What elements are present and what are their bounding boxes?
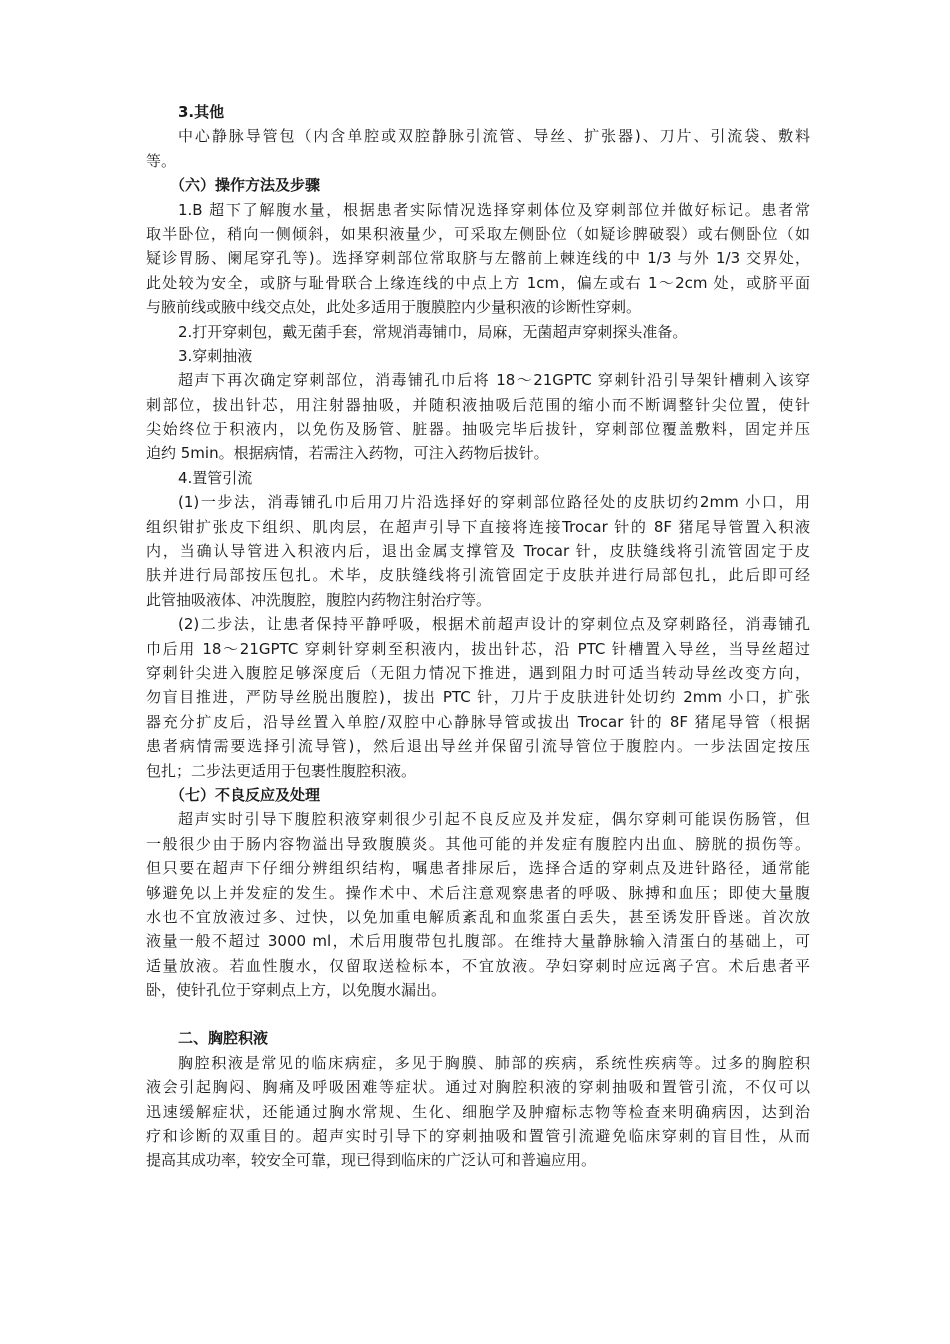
paragraph <box>146 612 810 783</box>
text-line: 勿盲目推进，严防导丝脱出腹腔)，拔出 PTC 针，刀片于皮肤进针处切约 2mm 小口，扩张 <box>146 688 810 707</box>
text-line: 迫约 5min。根据病情，若需注入药物，可注入药物后拔针。 <box>146 444 549 463</box>
text-line: 器充分扩皮后，沿导丝置入单腔/双腔中心静脉导管或拔出 Trocar 针的 8F 猪尾导管（根据 <box>146 712 810 731</box>
section-spacer <box>146 1002 810 1026</box>
text-line: 中心静脉导管包（内含单腔或双腔静脉引流管、导丝、扩张器)、刀片、引流袋、敷料 <box>178 127 810 146</box>
section-heading: （七）不良反应及处理 <box>170 785 321 804</box>
text-line: 穿刺针尖进入腹腔足够深度后（无阻力情况下推进，遇到阻力时可适当转动导丝改变方向， <box>146 663 810 682</box>
paragraph <box>146 320 810 344</box>
text-line: 一般很少由于肠内容物溢出导致腹膜炎。其他可能的并发症有腹腔内出血、膀胱的损伤等。 <box>146 834 810 853</box>
text-line: 液会引起胸闷、胸痛及呼吸困难等症状。通过对胸腔积液的穿刺抽吸和置管引流，不仅可以 <box>146 1078 810 1097</box>
text-line: 但只要在超声下仔细分辨组织结构，嘱患者排尿后，选择合适的穿刺点及进针路径，通常能 <box>146 859 810 878</box>
text-line: 疑诊胃肠、阑尾穿孔等)。选择穿刺部位常取脐与左髂前上棘连线的中 1/3 与外 1/3 交界处， <box>146 249 810 268</box>
text-line: 患者病情需要选择引流导管)，然后退出导丝并保留引流导管位于腹腔内。一步法固定按压 <box>146 737 810 756</box>
text-line: 适量放液。若血性腹水，仅留取送检标本，不宜放液。孕妇穿刺时应远离子宫。术后患者平 <box>146 956 810 975</box>
text-line: 超声实时引导下腹腔积液穿刺很少引起不良反应及并发症，偶尔穿刺可能误伤肠管，但 <box>178 810 810 829</box>
text-line: 组织钳扩张皮下组织、肌肉层，在超声引导下直接将连接Trocar 针的 8F 猪尾导管置入积液 <box>146 517 810 536</box>
text-line: 提高其成功率，较安全可靠，现已得到临床的广泛认可和普遍应用。 <box>146 1151 597 1170</box>
text-line: 4.置管引流 <box>178 468 253 487</box>
paragraph <box>146 466 810 490</box>
paragraph <box>146 490 810 612</box>
text-line: 液量一般不超过 3000 ml，术后用腹带包扎腹部。在维持大量静脉输入清蛋白的基础上，可 <box>146 932 810 951</box>
paragraph <box>146 1051 810 1173</box>
section-heading: 二、胸腔积液 <box>178 1029 269 1048</box>
paragraph <box>146 368 810 466</box>
text-line: 此处较为安全，或脐与耻骨联合上缘连线的中点上方 1cm，偏左或右 1～2cm 处，或脐平面 <box>146 273 810 292</box>
text-line: 3.穿刺抽液 <box>178 346 253 365</box>
paragraph <box>146 344 810 368</box>
text-line: 肤并进行局部按压包扎。术毕，皮肤缝线将引流管固定于皮肤并进行局部包扎，此后即可经 <box>146 566 810 585</box>
section-heading: （六）操作方法及步骤 <box>170 176 321 195</box>
paragraph <box>146 124 810 173</box>
text-line: 水也不宜放液过多、过快，以免加重电解质紊乱和血浆蛋白丢失，甚至诱发肝昏迷。首次放 <box>146 907 810 926</box>
text-line: 1.B 超下了解腹水量，根据患者实际情况选择穿刺体位及穿刺部位并做好标记。患者常 <box>178 200 810 219</box>
paragraph <box>146 807 810 1002</box>
section-heading: 3.其他 <box>178 103 225 121</box>
text-line: 卧，使针孔位于穿刺点上方，以免腹水漏出。 <box>146 981 447 1000</box>
text-line: 尖始终位于积液内，以免伤及肠管、脏器。抽吸完毕后拔针，穿刺部位覆盖敷料，固定并压 <box>146 420 810 439</box>
text-line: 等。 <box>146 151 177 170</box>
text-line: (2)二步法，让患者保持平静呼吸，根据术前超声设计的穿刺位点及穿刺路径，消毒铺孔 <box>178 615 810 634</box>
text-line: 疗和诊断的双重目的。超声实时引导下的穿刺抽吸和置管引流避免临床穿刺的盲目性，从而 <box>146 1127 810 1146</box>
text-line: 够避免以上并发症的发生。操作术中、术后注意观察患者的呼吸、脉搏和血压；即使大量腹 <box>146 883 810 902</box>
text-line: 与腋前线或腋中线交点处，此处多适用于腹膜腔内少量积液的诊断性穿刺。 <box>146 298 642 317</box>
document-page <box>146 100 810 1173</box>
paragraph <box>146 198 810 320</box>
text-line: (1)一步法，消毒铺孔巾后用刀片沿选择好的穿刺部位路径处的皮肤切约2mm 小口，用 <box>178 493 810 512</box>
text-line: 胸腔积液是常见的临床病症，多见于胸膜、肺部的疾病，系统性疾病等。过多的胸腔积 <box>178 1053 810 1072</box>
text-line: 2.打开穿刺包，戴无菌手套，常规消毒铺巾，局麻，无菌超声穿刺探头准备。 <box>178 322 688 341</box>
text-line: 包扎；二步法更适用于包裹性腹腔积液。 <box>146 761 417 780</box>
text-line: 取半卧位，稍向一侧倾斜，如果积液量少，可采取左侧卧位（如疑诊脾破裂）或右侧卧位（如 <box>146 224 810 243</box>
text-line: 内，当确认导管进入积液内后，退出金属支撑管及 Trocar 针，皮肤缝线将引流管固定于皮 <box>146 542 810 561</box>
text-line: 超声下再次确定穿刺部位，消毒铺孔巾后将 18～21GPTC 穿刺针沿引导架针槽刺入该穿 <box>178 371 810 390</box>
text-line: 此管抽吸液体、冲洗腹腔，腹腔内药物注射治疗等。 <box>146 590 492 609</box>
text-line: 巾后用 18～21GPTC 穿刺针穿刺至积液内，拔出针芯，沿 PTC 针槽置入导丝，当导丝超过 <box>146 639 810 658</box>
text-line: 刺部位，拔出针芯，用注射器抽吸，并随积液抽吸后范围的缩小而不断调整针尖位置，使针 <box>146 395 810 414</box>
text-line: 迅速缓解症状，还能通过胸水常规、生化、细胞学及肿瘤标志物等检查来明确病因，达到治 <box>146 1102 810 1121</box>
